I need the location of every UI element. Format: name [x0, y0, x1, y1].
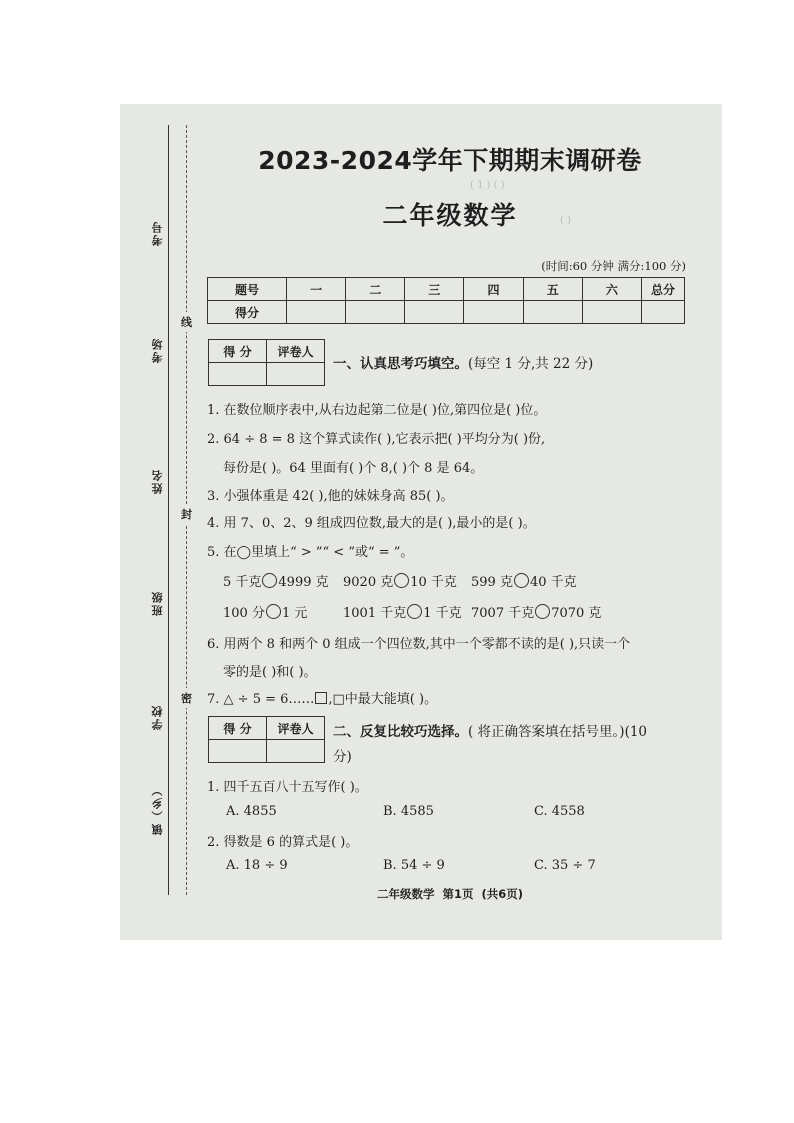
compare-left: 7007 千克 — [471, 606, 535, 621]
compare-circle[interactable] — [535, 604, 550, 619]
question-2-1: 1. 四千五百八十五写作( )。 — [207, 780, 368, 795]
score-cell[interactable] — [582, 301, 641, 324]
square-box-icon — [315, 692, 327, 704]
compare-circle[interactable] — [407, 604, 422, 619]
grader-score-label: 得 分 — [209, 340, 267, 363]
score-table-header: 三 — [405, 278, 464, 301]
grader-box-1 — [208, 339, 325, 386]
option-a[interactable]: A. 18 ÷ 9 — [226, 858, 288, 873]
section2-heading — [333, 720, 647, 740]
compare-item — [471, 571, 577, 590]
grader-box-2 — [208, 716, 325, 763]
compare-item — [223, 571, 329, 590]
label-town: 镇（乡） — [151, 783, 164, 835]
section2-note: ( 将正确答案填在括号里。)(10 — [468, 724, 648, 740]
compare-circle[interactable] — [262, 573, 277, 588]
score-table-header: 五 — [523, 278, 582, 301]
bleed-through-text: ( 1 ) ( ) — [470, 180, 505, 191]
compare-left: 9020 克 — [343, 575, 394, 590]
question-1-1: 1. 在数位顺序表中,从右边起第二位是( )位,第四位是( )位。 — [207, 403, 547, 418]
compare-item — [471, 602, 601, 621]
compare-right: 40 千克 — [529, 575, 577, 590]
score-cell[interactable] — [346, 301, 405, 324]
score-table — [207, 277, 685, 324]
compare-left: 1001 千克 — [343, 606, 407, 621]
seal-char-secret: 密 — [181, 688, 192, 708]
score-table-header: 题号 — [208, 278, 287, 301]
score-table-header-row — [208, 278, 685, 301]
score-cell[interactable] — [642, 301, 685, 324]
exam-subtitle: 二年级数学 — [382, 201, 518, 230]
score-table-header: 总分 — [642, 278, 685, 301]
question-1-7-text: ,□中最大能填( )。 — [328, 692, 438, 707]
section2-note-cont: 分) — [333, 749, 352, 765]
compare-item — [223, 602, 307, 621]
compare-left: 599 克 — [471, 575, 513, 590]
option-c[interactable]: C. 35 ÷ 7 — [534, 858, 596, 873]
grader-score-cell[interactable] — [209, 363, 267, 386]
seal-char-line: 线 — [181, 312, 192, 332]
section1-title: 一、认真思考巧填空。 — [333, 356, 468, 372]
compare-right: 7070 克 — [551, 606, 602, 621]
question-1-6a: 6. 用两个 8 和两个 0 组成一个四位数,其中一个零都不读的是( ),只读一个 — [207, 637, 631, 652]
grader-name-cell[interactable] — [267, 740, 325, 763]
question-1-2a: 2. 64 ÷ 8 = 8 这个算式读作( ),它表示把( )平均分为( )份, — [207, 432, 546, 447]
option-b[interactable]: B. 4585 — [383, 804, 434, 819]
compare-left: 5 千克 — [223, 575, 262, 590]
score-cell[interactable] — [405, 301, 464, 324]
label-name: 姓名 — [151, 468, 164, 494]
label-exam-number: 考号 — [151, 220, 164, 246]
grader-name-label: 评卷人 — [267, 717, 325, 740]
score-cell[interactable] — [464, 301, 523, 324]
score-table-header: 六 — [582, 278, 641, 301]
compare-right: 1 元 — [281, 606, 308, 621]
grader-score-cell[interactable] — [209, 740, 267, 763]
question-2-2: 2. 得数是 6 的算式是( )。 — [207, 835, 359, 850]
label-class: 班级 — [151, 590, 164, 616]
option-b[interactable]: B. 54 ÷ 9 — [383, 858, 445, 873]
compare-right: 10 千克 — [410, 575, 457, 590]
page-footer: 二年级数学 第1页 (共6页) — [376, 887, 524, 901]
section2-heading-cont — [333, 745, 352, 765]
score-row-label: 得分 — [208, 301, 287, 324]
score-table-score-row — [208, 301, 685, 324]
section2-title: 二、反复比较巧选择。 — [333, 724, 468, 740]
question-1-7 — [207, 688, 437, 707]
option-c[interactable]: C. 4558 — [534, 804, 585, 819]
score-cell[interactable] — [287, 301, 346, 324]
binding-line — [168, 125, 169, 895]
label-school: 学校 — [151, 704, 164, 730]
score-table-header: 一 — [287, 278, 346, 301]
compare-circle[interactable] — [266, 604, 281, 619]
question-1-3: 3. 小强体重是 42( ),他的妹妹身高 85( )。 — [207, 489, 454, 504]
question-1-7-text: 7. △ ÷ 5 = 6…… — [207, 692, 315, 707]
compare-right: 4999 克 — [278, 575, 329, 590]
grader-name-cell[interactable] — [267, 363, 325, 386]
section1-note: (每空 1 分,共 22 分) — [468, 356, 594, 372]
compare-right: 1 千克 — [423, 606, 462, 621]
compare-circle[interactable] — [514, 573, 529, 588]
bleed-through-text: ( ) — [560, 215, 571, 226]
grader-score-label: 得 分 — [209, 717, 267, 740]
seal-char-seal: 封 — [181, 504, 192, 524]
question-1-6b: 零的是( )和( )。 — [223, 665, 317, 680]
section1-heading — [333, 352, 593, 372]
score-table-header: 二 — [346, 278, 405, 301]
exam-title: 2023-2024学年下期期末调研卷 — [258, 146, 642, 175]
option-a[interactable]: A. 4855 — [226, 804, 277, 819]
question-1-5: 5. 在◯里填上“ > ”“ < ”或“ = ”。 — [207, 545, 414, 560]
time-info: (时间:60 分钟 满分:100 分) — [541, 259, 686, 273]
compare-left: 100 分 — [223, 606, 265, 621]
score-cell[interactable] — [523, 301, 582, 324]
compare-circle[interactable] — [394, 573, 409, 588]
question-1-4: 4. 用 7、0、2、9 组成四位数,最大的是( ),最小的是( )。 — [207, 516, 536, 531]
score-table-header: 四 — [464, 278, 523, 301]
label-exam-room: 考场 — [151, 337, 164, 363]
compare-item — [343, 571, 457, 590]
grader-name-label: 评卷人 — [267, 340, 325, 363]
question-1-2b: 每份是( )。64 里面有( )个 8,( )个 8 是 64。 — [223, 461, 484, 476]
compare-item — [343, 602, 462, 621]
